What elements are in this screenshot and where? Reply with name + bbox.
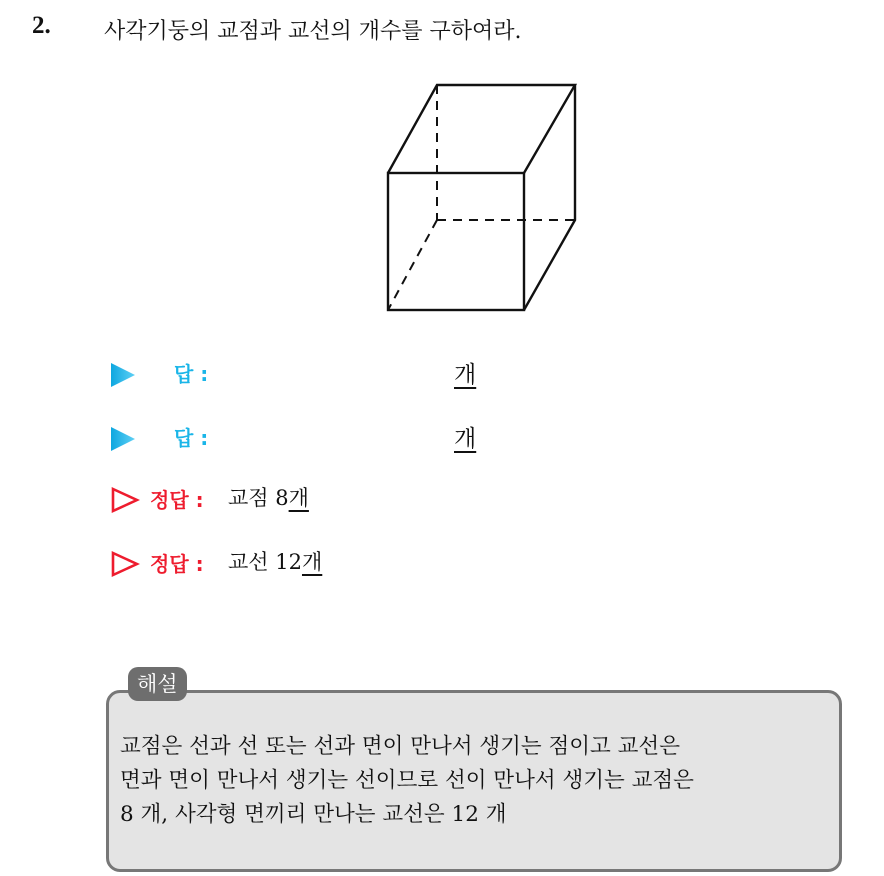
correct-answer-text: 교점 8개 [228,486,309,510]
prism-front-face [388,173,524,310]
explanation-tag: 해설 [128,667,187,701]
outline-triangle-icon [110,550,140,578]
answer-label: 답 : [174,426,209,450]
explanation-text [120,730,836,832]
explanation-line: 교점은 선과 선 또는 선과 면이 만나서 생기는 점이고 교선은 [120,734,680,759]
correct-answer-label: 정답 : [150,488,204,512]
answer-unit[interactable]: 개 [454,426,477,452]
answer-unit[interactable]: 개 [454,362,477,388]
correct-answer-label: 정답 : [150,552,204,576]
correct-answer-text: 교선 12개 [228,550,323,574]
prism-hidden-edge-diagonal [388,220,437,310]
answer-label: 답 : [174,362,209,386]
explanation-line: 8 개, 사각형 면끼리 만나는 교선은 12 개 [120,802,507,827]
play-triangle-icon [110,362,136,388]
rectangular-prism-figure [370,70,590,320]
outline-triangle-icon [110,486,140,514]
prism-top-face [388,85,575,173]
question-number: 2. [32,12,51,39]
question-text: 사각기둥의 교점과 교선의 개수를 구하여라. [104,19,522,44]
prism-right-face [524,85,575,310]
explanation-line: 면과 면이 만나서 생기는 선이므로 선이 만나서 생기는 교점은 [120,768,694,793]
play-triangle-icon [110,426,136,452]
